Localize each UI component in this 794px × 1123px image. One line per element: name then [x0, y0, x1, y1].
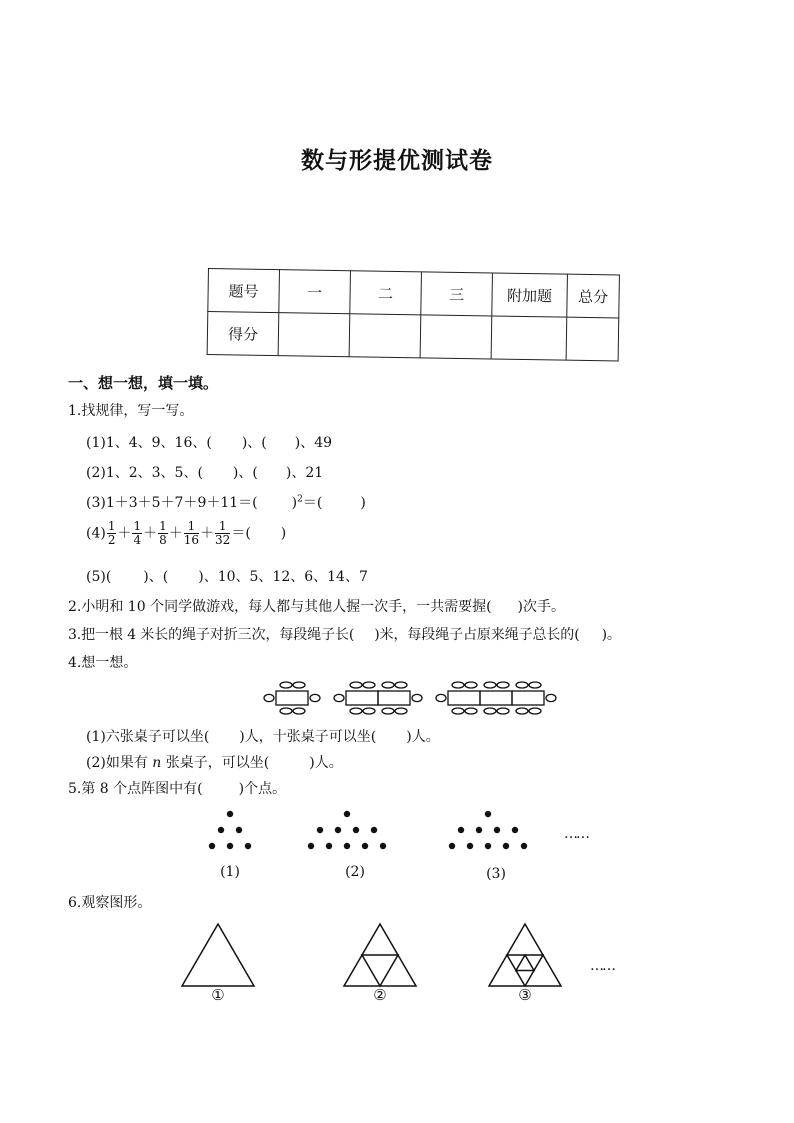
desk	[448, 691, 480, 705]
chair	[334, 694, 344, 701]
q2-text	[68, 596, 565, 616]
dot	[521, 843, 527, 849]
chair	[465, 708, 477, 714]
q5-text-part: )个点。	[238, 781, 287, 797]
dot	[476, 827, 482, 833]
q3-text-part: )米，每段绳子占原来绳子总长的(	[374, 627, 580, 643]
q4-title: 4.想一想。	[68, 655, 138, 671]
desk	[346, 691, 378, 705]
dot	[317, 827, 323, 833]
triangles-figure	[178, 920, 570, 992]
fraction-numerator: 1	[133, 519, 142, 533]
chair	[350, 708, 362, 714]
q3-text-part: )。	[601, 627, 621, 643]
dot	[449, 843, 455, 849]
dot	[485, 843, 491, 849]
inner-triangle	[362, 955, 398, 986]
desk	[378, 691, 410, 705]
chair	[452, 708, 464, 714]
q4-item-1-text: (1)六张桌子可以坐(	[86, 729, 210, 745]
dot	[503, 843, 509, 849]
plus-sign: ＋	[168, 525, 183, 542]
dot	[245, 843, 251, 849]
exponent: 2	[297, 494, 303, 505]
triangle	[182, 924, 254, 986]
q1-item-4-text: )	[280, 525, 287, 542]
score-table-header-row	[208, 269, 620, 318]
chair	[497, 682, 509, 688]
table-group-3	[436, 682, 556, 714]
fraction-denominator: 2	[107, 533, 116, 547]
dot-pattern-label: (2)	[345, 864, 365, 880]
chair	[293, 708, 305, 714]
fraction-numerator: 1	[159, 519, 167, 533]
score-header-cell: 二	[350, 271, 422, 315]
score-header-cell: 总分	[567, 274, 620, 318]
dot-pattern-2	[308, 811, 386, 849]
q4-item-2	[86, 752, 343, 772]
q2-text-part: 2.小明和 10 个同学做游戏，每人都与其他人握一次手，一共需要握(	[68, 599, 492, 615]
dot	[308, 843, 314, 849]
fraction	[215, 520, 230, 547]
triangle-label: ②	[373, 986, 387, 1004]
chair	[264, 694, 274, 701]
dot-pattern-label: (1)	[220, 864, 240, 880]
chair	[293, 682, 305, 688]
dot	[485, 811, 491, 817]
dot	[209, 843, 215, 849]
score-cell[interactable]	[566, 317, 619, 361]
q1-item-5-text: (5)(	[86, 569, 112, 585]
q2-text-part: )次手。	[517, 599, 566, 615]
q1-item-3-text: ＝(	[302, 495, 323, 511]
q1-item-1-text: (1)1、4、9、16、(	[86, 435, 212, 451]
q1-item-1-text: )、49	[294, 435, 333, 451]
page-title: 数与形提优测试卷	[301, 148, 493, 174]
q1-item-4-text: (4)	[86, 525, 106, 542]
plus-sign: ＋	[143, 525, 158, 542]
score-table-score-row	[207, 312, 619, 361]
q1-item-5-text: )、(	[143, 569, 169, 585]
dot	[227, 843, 233, 849]
chair	[497, 708, 509, 714]
score-header-cell: 三	[421, 272, 493, 316]
score-table	[207, 268, 620, 361]
score-header-cell: 一	[279, 270, 351, 314]
q1-item-2	[86, 462, 323, 482]
q1-item-1-text: )、(	[241, 435, 267, 451]
dot	[458, 827, 464, 833]
chair	[350, 682, 362, 688]
chair	[363, 682, 375, 688]
fraction	[107, 520, 117, 547]
fraction-numerator: 1	[215, 520, 230, 534]
score-cell[interactable]	[420, 315, 492, 359]
dot-pattern-3	[449, 811, 527, 849]
plus-sign: ＋	[117, 525, 132, 542]
chair	[529, 682, 541, 688]
score-cell[interactable]	[349, 314, 421, 358]
triangle-label: ③	[518, 986, 532, 1004]
chair	[382, 708, 394, 714]
dot-patterns-figure	[200, 806, 540, 854]
fraction-numerator: 1	[184, 520, 199, 534]
q4-item-1	[86, 726, 440, 746]
dot-pattern-1	[209, 811, 251, 849]
score-row-label: 得分	[207, 312, 279, 356]
chair	[484, 682, 496, 688]
dot	[236, 827, 242, 833]
chair	[280, 708, 292, 714]
fraction-denominator: 32	[215, 533, 231, 547]
q1-item-3-text: )	[360, 495, 366, 511]
desk	[512, 691, 544, 705]
q1-item-2-text: )、21	[285, 465, 324, 481]
chair	[395, 682, 407, 688]
chair	[484, 708, 496, 714]
dot	[494, 827, 500, 833]
q6-title: 6.观察图形。	[68, 895, 152, 911]
variable-n: n	[152, 755, 162, 771]
chair	[516, 682, 528, 688]
q1-item-4-text: ＝(	[231, 525, 251, 542]
dot	[326, 843, 332, 849]
table-group-2	[334, 682, 422, 714]
score-header-cell: 题号	[208, 269, 280, 313]
score-header-cell: 附加题	[492, 273, 568, 317]
q1-item-5-text: )、10、5、12、6、14、7	[198, 569, 368, 585]
q4-item-2-text: )人。	[309, 755, 343, 771]
q4-item-1-text: )人。	[406, 729, 440, 745]
triangle-label: ①	[211, 986, 225, 1004]
dot	[362, 843, 368, 849]
chair	[516, 708, 528, 714]
fraction	[132, 520, 142, 547]
fraction-denominator: 4	[133, 533, 142, 547]
q1-item-3-text: )	[291, 495, 298, 511]
q4-item-1-text: )人，十张桌子可以坐(	[239, 729, 377, 745]
section-heading: 一、想一想，填一填。	[68, 374, 219, 392]
dot	[467, 843, 473, 849]
chair	[382, 682, 394, 688]
chair	[395, 708, 407, 714]
q1-item-4	[86, 520, 286, 547]
dot	[344, 843, 350, 849]
dot	[353, 827, 359, 833]
chair	[310, 694, 320, 701]
dot	[335, 827, 341, 833]
innermost-triangle	[516, 955, 534, 971]
chair	[412, 694, 422, 701]
dot-pattern-ellipsis: ……	[564, 826, 588, 842]
dot	[380, 843, 386, 849]
tables-figure	[258, 678, 558, 718]
dot	[218, 827, 224, 833]
score-cell[interactable]	[278, 313, 350, 357]
dot-pattern-label: (3)	[486, 866, 506, 882]
triangle-figure-2	[344, 924, 416, 986]
q4-item-2-text: (2)如果有	[86, 755, 153, 771]
chair	[436, 694, 446, 701]
triangle-figure-3	[489, 924, 561, 986]
q1-item-2-text: )、(	[232, 465, 258, 481]
dot	[227, 811, 233, 817]
q1-item-1	[86, 432, 332, 452]
chair	[465, 682, 477, 688]
q4-item-2-text: 张桌子，可以坐(	[161, 755, 270, 771]
dot	[344, 811, 350, 817]
table-group-1	[264, 682, 320, 714]
q1-item-5	[86, 566, 368, 586]
chair	[363, 708, 375, 714]
q1-item-3	[86, 492, 366, 512]
chair	[546, 694, 556, 701]
fraction-numerator: 1	[107, 519, 116, 533]
dot	[512, 827, 518, 833]
chair	[280, 682, 292, 688]
chair	[452, 682, 464, 688]
q5-text-part: 5.第 8 个点阵图中有(	[68, 781, 203, 797]
fraction-denominator: 8	[159, 533, 167, 547]
q1-item-3-text: (3)1＋3＋5＋7＋9＋11＝(	[86, 495, 258, 511]
score-cell[interactable]	[491, 316, 567, 360]
fraction-denominator: 16	[183, 533, 200, 547]
desk	[276, 691, 308, 705]
chair	[529, 708, 541, 714]
q3-text	[68, 624, 621, 644]
plus-sign: ＋	[200, 525, 215, 542]
fraction	[158, 520, 168, 547]
triangle-ellipsis: ……	[590, 958, 614, 974]
q1-item-2-text: (2)1、2、3、5、(	[86, 465, 203, 481]
q5-text	[68, 778, 286, 798]
desk	[480, 691, 512, 705]
triangle-figure-1	[182, 924, 254, 986]
q3-text-part: 3.把一根 4 米长的绳子对折三次，每段绳子长(	[68, 627, 355, 643]
q1-title: 1.找规律，写一写。	[68, 403, 194, 419]
fraction	[184, 520, 199, 547]
dot	[371, 827, 377, 833]
